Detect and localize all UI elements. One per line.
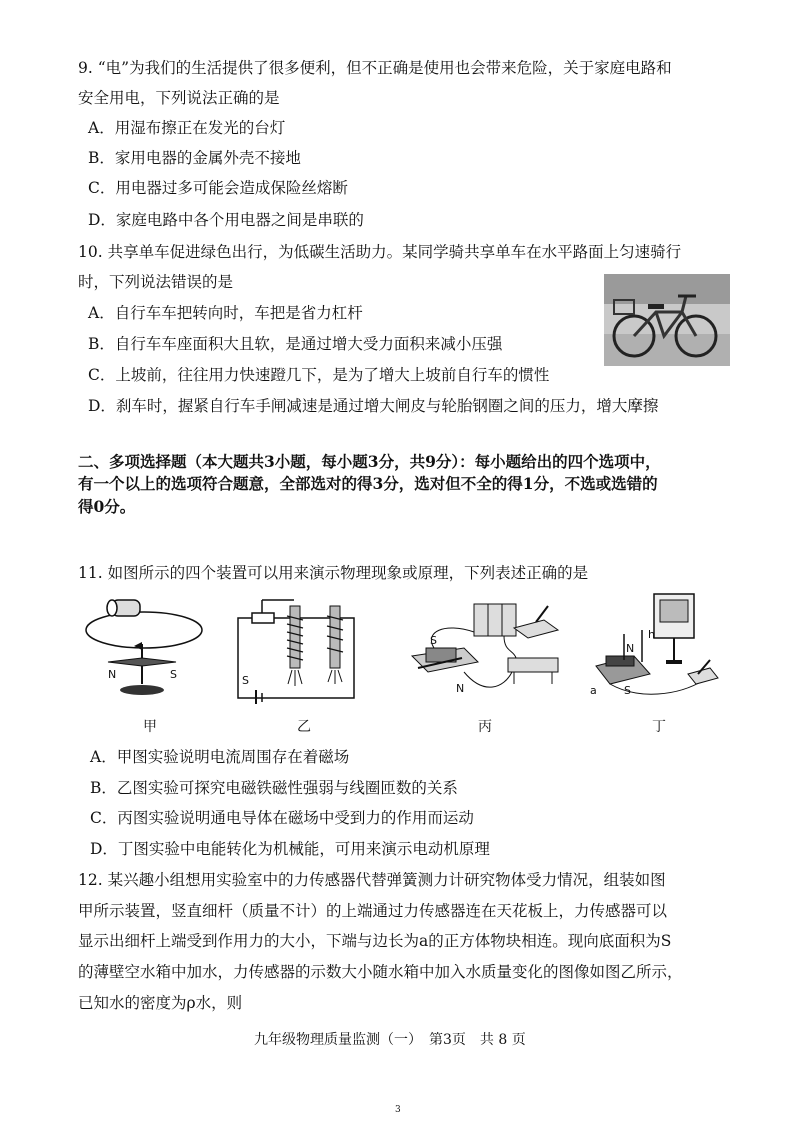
section-2-heading-line-1: 二、多项选择题（本大题共3小题，每小题3分，共9分）：每小题给出的四个选项中， (78, 452, 661, 471)
q11-option-d: D．丁图实验中电能转化为机械能，可用来演示电动机原理 (90, 840, 490, 858)
jia-n-label: N (108, 668, 117, 681)
jia-s-label: S (170, 668, 177, 681)
page-number: 3 (395, 1105, 401, 1115)
q10-stem-line-2: 时，下列说法错误的是 (78, 273, 234, 291)
q12-line-2: 甲所示装置，竖直细杆（质量不计）的上端通过力传感器连在天花板上，力传感器可以 (78, 902, 668, 920)
figure-jia-oersted (78, 592, 208, 708)
figure-label-ding: 丁 (652, 719, 666, 735)
q10-option-d: D．刹车时，握紧自行车手闸减速是通过增大闸皮与轮胎钢圈之间的压力，增大摩擦 (88, 397, 659, 415)
q9-option-c: C．用电器过多可能会造成保险丝熔断 (88, 179, 348, 197)
q9-stem-line-1: 9. “电”为我们的生活提供了很多便利，但不正确是使用也会带来危险，关于家庭电路和 (78, 59, 672, 77)
q12-line-3: 显示出细杆上端受到作用力的大小，下端与边长为a的正方体物块相连。现向底面积为S (78, 932, 672, 950)
ding-s-label: S (624, 684, 631, 697)
q12-line-5: 已知水的密度为ρ水，则 (78, 994, 243, 1012)
q11-option-b: B．乙图实验可探究电磁铁磁性强弱与线圈匝数的关系 (90, 779, 458, 797)
q9-stem-line-2: 安全用电，下列说法正确的是 (78, 89, 280, 107)
figure-bing-apparatus (404, 592, 570, 708)
q11-stem: 11. 如图所示的四个装置可以用来演示物理现象或原理，下列表述正确的是 (78, 564, 589, 582)
section-2-heading-line-3: 得0分。 (78, 497, 136, 516)
q10-stem-line-1: 10. 共享单车促进绿色出行，为低碳生活助力。某同学骑共享单车在水平路面上匀速骑行 (78, 243, 682, 261)
figure-ding-apparatus (588, 590, 722, 708)
bicycle-photo (604, 274, 730, 366)
q10-option-a: A．自行车车把转向时，车把是省力杠杆 (88, 304, 363, 322)
bing-n-label: N (456, 682, 465, 695)
yi-s-label: S (242, 674, 249, 687)
q9-option-d: D．家庭电路中各个用电器之间是串联的 (88, 211, 364, 229)
ding-a-label: a (590, 684, 597, 697)
q11-option-c: C．丙图实验说明通电导体在磁场中受到力的作用而运动 (90, 809, 474, 827)
q12-line-1: 12. 某兴趣小组想用实验室中的力传感器代替弹簧测力计研究物体受力情况，组装如图 (78, 871, 666, 889)
q9-option-a: A．用湿布擦正在发光的台灯 (88, 119, 286, 137)
figure-label-yi: 乙 (297, 719, 311, 735)
q12-line-4: 的薄壁空水箱中加水，力传感器的示数大小随水箱中加入水质量变化的图像如图乙所示， (78, 963, 683, 981)
q11-option-a: A．甲图实验说明电流周围存在着磁场 (90, 748, 350, 766)
page-footer: 九年级物理质量监测（一） 第3页 共 8 页 (254, 1032, 526, 1048)
section-2-heading-line-2: 有一个以上的选项符合题意，全部选对的得3分，选对但不全的得1分，不选或选错的 (78, 474, 658, 493)
ding-h-label: h (648, 628, 655, 641)
q10-option-c: C．上坡前，往往用力快速蹬几下，是为了增大上坡前自行车的惯性 (88, 366, 550, 384)
q10-option-b: B．自行车车座面积大且软，是通过增大受力面积来减小压强 (88, 335, 503, 353)
figure-yi-electromagnet (232, 596, 362, 708)
bing-s-label: S (430, 634, 437, 647)
ding-n-label: N (626, 642, 635, 655)
figure-label-jia: 甲 (143, 719, 157, 735)
q9-option-b: B．家用电器的金属外壳不接地 (88, 149, 301, 167)
figure-label-bing: 丙 (478, 719, 492, 735)
